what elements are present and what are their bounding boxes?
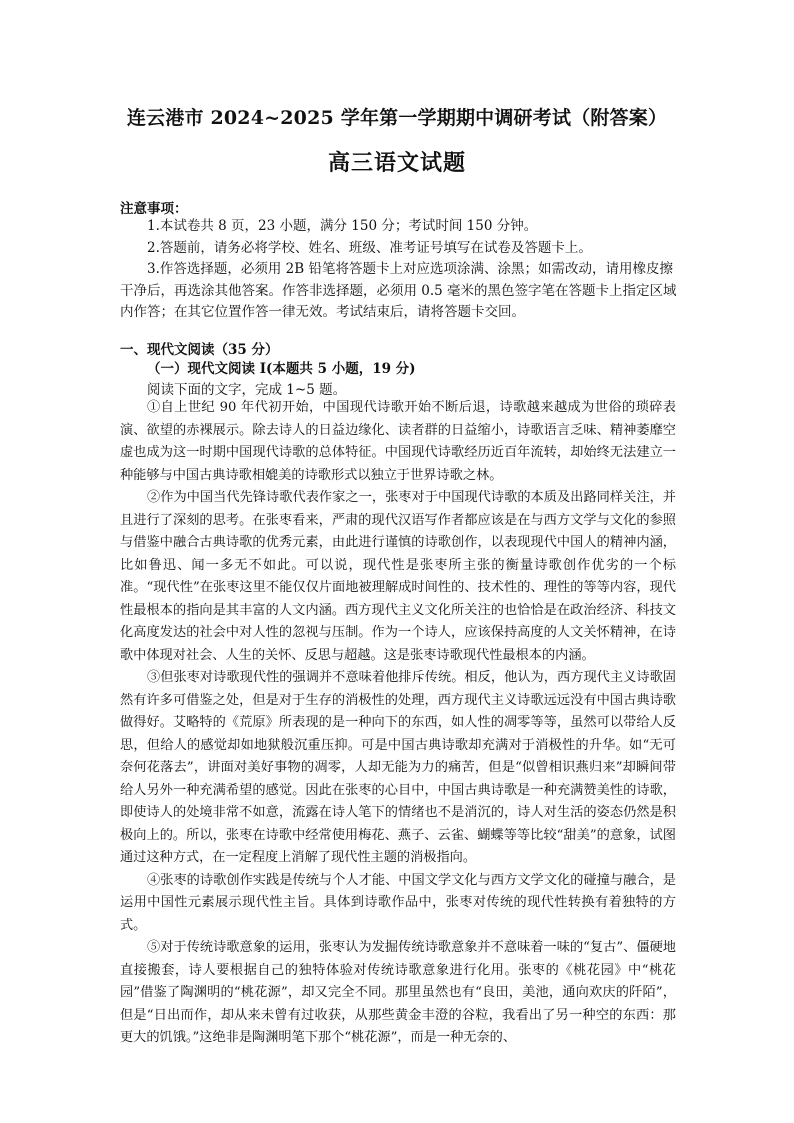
reading-instruction: 阅读下面的文字，完成 1~5 题。	[147, 382, 347, 398]
passage-paragraph: ④张枣的诗歌创作实践是传统与个人才能、中国文学文化与西方文学文化的碰撞与融合，是运用中国性元素展示现代性主旨。具体到诗歌作品中，张枣对传统的现代性转换有着独特的方式。	[120, 872, 676, 933]
section-heading: 一、现代文阅读（35 分）	[120, 342, 279, 358]
note-item: 1.本试卷共 8 页，23 小题，满分 150 分；考试时间 150 分钟。	[147, 218, 538, 234]
passage-paragraph: ①自上世纪 90 年代初开始，中国现代诗歌开始不断后退，诗歌越来越成为世俗的琐碎表演、欲望的赤裸展示。除去诗人的日益边缘化、读者群的日益缩小，诗歌语言乏味、精神萎靡空虚也成为这一时期中国现代诗歌的总体特征。中国现代诗歌经历近百年流转，却始终无法建立一种能够与中国古典诗歌相媲美的诗歌形式以独立于世界诗歌之林。	[120, 400, 676, 483]
exam-title: 连云港市 2024~2025 学年第一学期期中调研考试（附答案）	[126, 107, 668, 129]
note-item: 3.作答选择题，必须用 2B 铅笔将答题卡上对应选项涂满、涂黑；如需改动，请用橡皮擦干净后，再选涂其他答案。作答非选择题，必须用 0.5 毫米的黑色签字笔在答题卡上指定区域内作答；在其它位置作答一律无效。考试结束后，请将答题卡交回。	[120, 261, 677, 320]
passage-paragraph: ⑤对于传统诗歌意象的运用，张枣认为发掘传统诗歌意象并不意味着一味的“复古”、僵硬地直接搬套，诗人要根据自己的独特体验对传统诗歌意象进行化用。张枣的《桃花园》中“桃花园”借鉴了陶渊明的“桃花源”，却又完全不同。那里虽然也有“良田，美池，通向欢庆的阡陌”，但是“日出而作，却从来未曾有过收获，从那些黄金丰澄的谷粒，我看出了另一种空的东西：那更大的饥饿。”这绝非是陶渊明笔下那个“桃花源”，而是一种无奈的、	[120, 940, 676, 1045]
notes-list	[120, 216, 678, 324]
passage-paragraph: ③但张枣对诗歌现代性的强调并不意味着他排斥传统。相反，他认为，西方现代主义诗歌固然有许多可借鉴之处，但是对于生存的消极性的处理，西方现代主义诗歌远远没有中国古典诗歌做得好。艾略特的《荒原》所表现的是一种向下的东西，如人性的凋零等等，虽然可以带给人反思，但给人的感觉却如地狱般沉重压抑。可是中国古典诗歌却充满对于消极性的升华。如“无可奈何花落去”，讲面对美好事物的凋零，人却无能为力的痛苦，但是“似曾相识燕归来”却瞬间带给人另外一种充满希望的感觉。因此在张枣的心目中，中国古典诗歌是一种充满赞美性的诗歌，即使诗人的处境非常不如意，流露在诗人笔下的情绪也不是消沉的，诗人对生活的姿态仍然是积极向上的。所以，张枣在诗歌中经常使用梅花、燕子、云雀、蝴蝶等等比较“甜美”的意象，试图通过这种方式，在一定程度上消解了现代性主题的消极指向。	[120, 670, 676, 865]
reading-passage	[120, 397, 676, 1050]
notes-heading: 注意事项：	[120, 201, 188, 217]
subsection-heading: （一）现代文阅读 I(本题共 5 小题，19 分)	[147, 361, 416, 377]
note-item: 2.答题前，请务必将学校、姓名、班级、准考证号填写在试卷及答题卡上。	[147, 239, 592, 256]
passage-paragraph: ②作为中国当代先锋诗歌代表作家之一，张枣对于中国现代诗歌的本质及出路同样关注，并且进行了深刻的思考。在张枣看来，严肃的现代汉语写作者都应该是在与西方文学与文化的参照与借鉴中融合古典诗歌的优秀元素，由此进行谨慎的诗歌创作，以表现现代中国人的精神内涵，比如鲁迅、闻一多无不如此。可以说，现代性是张枣所主张的衡量诗歌创作优劣的一个标准。“现代性”在张枣这里不能仅仅片面地被理解成时间性的、技术性的、理性的等等内容，现代性最根本的指向是其丰富的人文内涵。西方现代主义文化所关注的也恰恰是在政治经济、科技文化高度发达的社会中对人性的忽视与压制。作为一个诗人，应该保持高度的人文关怀精神，在诗歌中体现对社会、人生的关怀、反思与超越。这是张枣诗歌现代性最根本的内涵。	[120, 490, 676, 663]
exam-subtitle: 高三语文试题	[327, 150, 466, 176]
